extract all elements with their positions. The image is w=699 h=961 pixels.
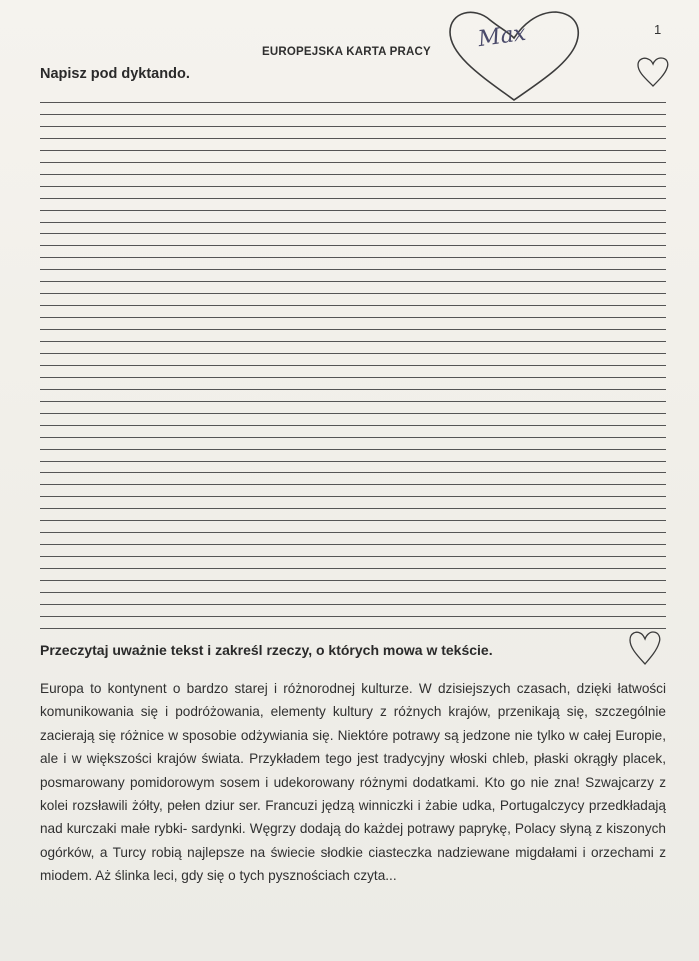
writing-line bbox=[40, 425, 666, 426]
writing-line bbox=[40, 222, 666, 223]
writing-line bbox=[40, 174, 666, 175]
writing-line bbox=[40, 568, 666, 569]
writing-line bbox=[40, 484, 666, 485]
writing-line bbox=[40, 365, 666, 366]
writing-line bbox=[40, 616, 666, 617]
writing-line bbox=[40, 198, 666, 199]
writing-line bbox=[40, 461, 666, 462]
writing-line bbox=[40, 102, 666, 103]
writing-line bbox=[40, 341, 666, 342]
writing-line bbox=[40, 520, 666, 521]
writing-line bbox=[40, 210, 666, 211]
writing-line bbox=[40, 604, 666, 605]
writing-line bbox=[40, 257, 666, 258]
page-number: 1 bbox=[654, 22, 662, 37]
writing-line bbox=[40, 293, 666, 294]
writing-line bbox=[40, 377, 666, 378]
heart-outline-icon bbox=[628, 630, 662, 666]
writing-line bbox=[40, 186, 666, 187]
writing-line bbox=[40, 508, 666, 509]
writing-line bbox=[40, 556, 666, 557]
writing-line bbox=[40, 126, 666, 127]
task1-heading: Napisz pod dyktando. bbox=[40, 66, 190, 82]
writing-line bbox=[40, 413, 666, 414]
writing-line bbox=[40, 269, 666, 270]
task2-heading: Przeczytaj uważnie tekst i zakreśl rzeczy, o których mowa w tekście. bbox=[40, 642, 493, 658]
writing-line bbox=[40, 245, 666, 246]
writing-line bbox=[40, 150, 666, 151]
writing-line bbox=[40, 138, 666, 139]
writing-line bbox=[40, 401, 666, 402]
reading-paragraph: Europa to kontynent o bardzo starej i różnorodnej kulturze. W dzisiejszych czasach, dzięki łatwości komunikowania się i podróżowania, elementy kultury z różnych krajów, przenikają się, szczególnie zacierają się różnice w sposobie odżywiania się. Niektóre potrawy są jedzone nie tylko w całej Europie, ale i w większości krajów świata. Przykładem tego jest tradycyjny włoski chleb, płaski okrągły placek, posmarowany pomidorowym sosem i udekorowany różnymi dodatkami. Kto go nie zna! Szwajcarzy z kolei rozsławili żółty, pełen dziur ser. Francuzi jędzą winniczki i żabie udka, Portugalczycy przedkładają nad kurczaki małe rybki- sardynki. Węgrzy dodają do każdej potrawy paprykę, Polacy słyną z kiszonych ogórków, a Turcy robią najlepsze na świecie słodkie ciasteczka nadziewane migdałami i orzechami z miodem. Aż ślinka leci, gdy się o tych pysznościach czyta... bbox=[40, 681, 666, 884]
writing-line bbox=[40, 628, 666, 629]
writing-line bbox=[40, 233, 666, 234]
writing-line bbox=[40, 449, 666, 450]
writing-line bbox=[40, 114, 666, 115]
heart-outline-icon bbox=[636, 56, 670, 88]
writing-line bbox=[40, 353, 666, 354]
writing-line bbox=[40, 317, 666, 318]
writing-line bbox=[40, 496, 666, 497]
writing-line bbox=[40, 580, 666, 581]
writing-line bbox=[40, 162, 666, 163]
writing-line bbox=[40, 472, 666, 473]
writing-line bbox=[40, 592, 666, 593]
writing-line bbox=[40, 281, 666, 282]
handwritten-name: Max bbox=[476, 20, 528, 53]
writing-line bbox=[40, 532, 666, 533]
writing-line bbox=[40, 437, 666, 438]
worksheet-title: EUROPEJSKA KARTA PRACY bbox=[262, 46, 431, 58]
writing-line bbox=[40, 389, 666, 390]
writing-line bbox=[40, 305, 666, 306]
writing-line bbox=[40, 544, 666, 545]
writing-line bbox=[40, 329, 666, 330]
